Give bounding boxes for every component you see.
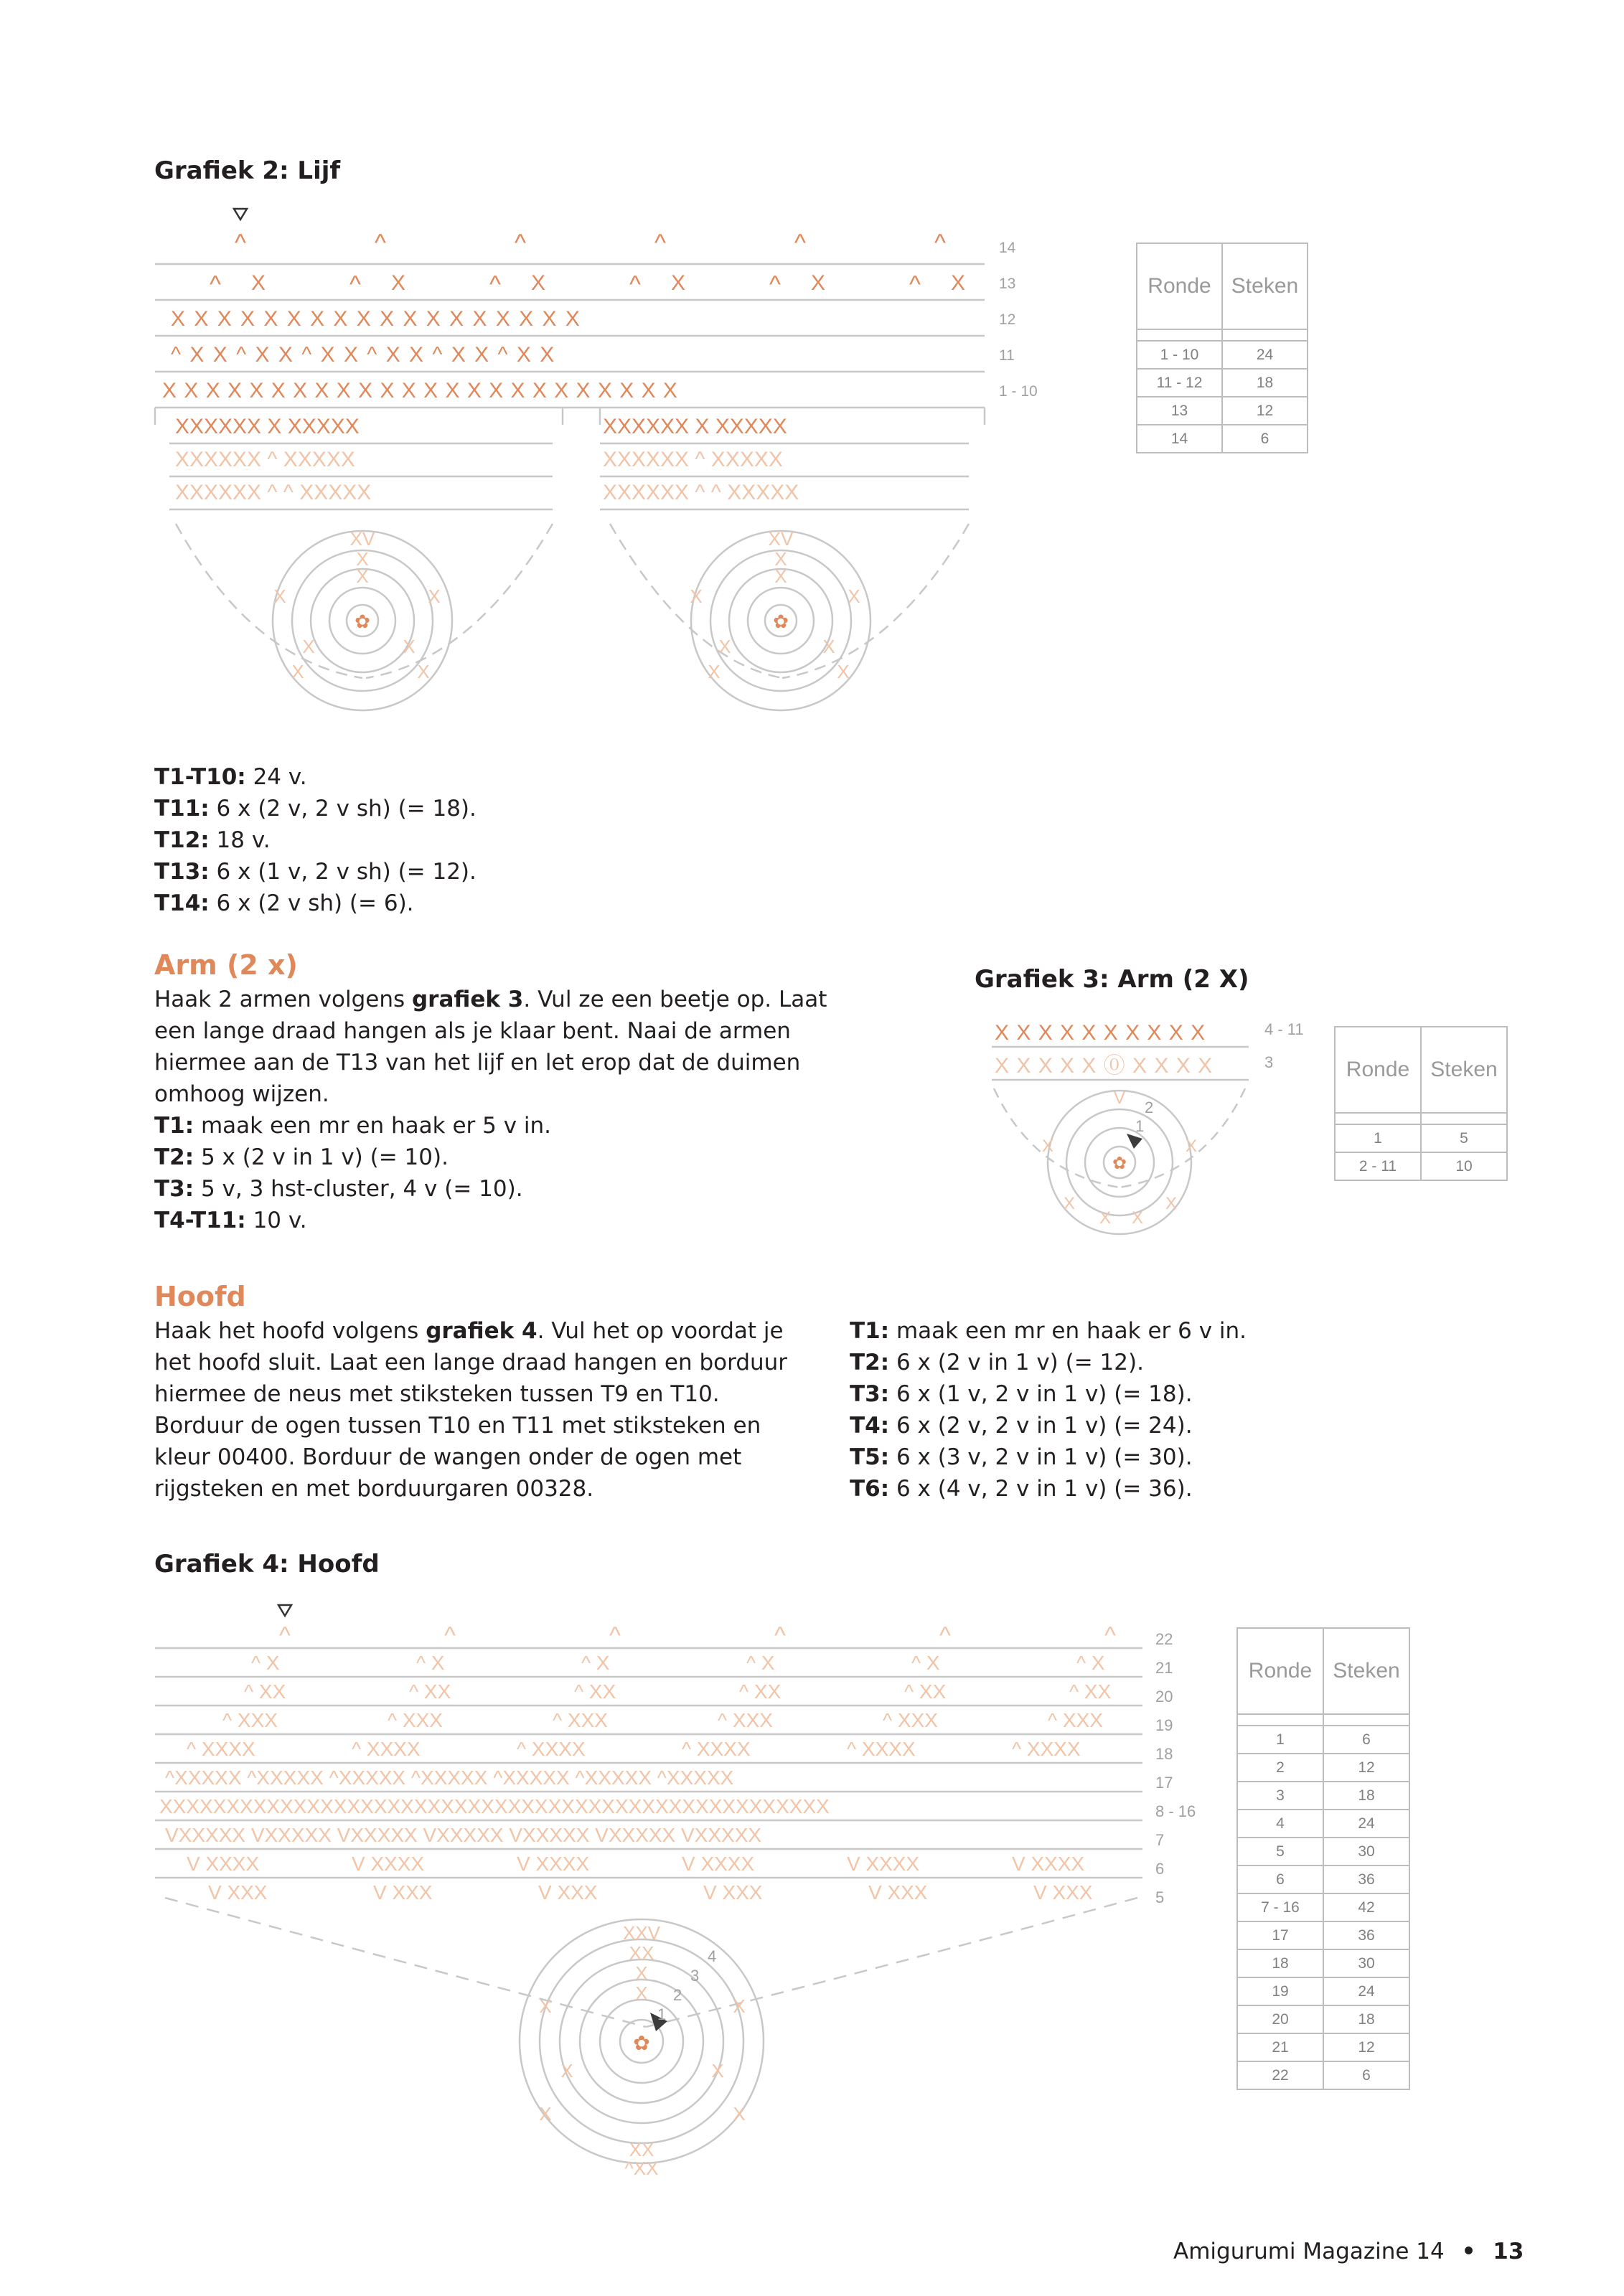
svg-text:XXXXXX ^ ^ XXXXX: XXXXXX ^ ^ XXXXX (603, 481, 799, 504)
svg-text:^: ^ (934, 230, 946, 257)
svg-text:X: X (539, 1995, 552, 2017)
head-rounds (850, 1315, 1247, 1505)
svg-text:^: ^ (1104, 1622, 1116, 1650)
svg-text:X X X X X X X X: X X X X X X X X X X X X X X X X X X (171, 307, 581, 331)
svg-text:^ XXX: ^ XXX (883, 1709, 938, 1731)
svg-text:XV: XV (768, 528, 794, 550)
svg-text:X: X (291, 661, 304, 682)
svg-text:^: ^ (774, 1622, 786, 1650)
svg-text:^ XXXX: ^ XXXX (1012, 1738, 1081, 1760)
svg-text:X: X (250, 271, 266, 295)
svg-text:X: X (708, 661, 721, 682)
svg-text:^ XX: ^ XX (904, 1680, 947, 1703)
magazine-name: Amigurumi Magazine 14 (1173, 2239, 1445, 2264)
svg-text:V XXXX: V XXXX (847, 1853, 920, 1875)
svg-text:V XXXX: V XXXX (682, 1853, 755, 1875)
svg-text:14: 14 (999, 240, 1016, 256)
page-footer (1173, 2239, 1524, 2264)
svg-text:3: 3 (690, 1967, 700, 1985)
table-row: 7 - 16 42 (1237, 1893, 1409, 1921)
arm-title: Arm (2 x) (154, 949, 298, 981)
svg-text:XXXXXXXXXXXXXXXXXXXXXXXXXXXXXX: XXXXXXXXXXXXXXXXXXXXXXXXXXXXXXXXXXXXXXXXXXXXXXXXXX (159, 1795, 830, 1817)
svg-text:XXXXXX X XXXXX: XXXXXX X XXXXX (175, 415, 360, 438)
svg-text:2: 2 (673, 1986, 682, 2004)
table-row: 20 18 (1237, 2005, 1409, 2033)
chart3-table (1334, 1026, 1508, 1181)
svg-text:^ XXXX: ^ XXXX (352, 1738, 421, 1760)
svg-text:1: 1 (657, 2005, 667, 2023)
svg-text:^ XXX: ^ XXX (553, 1709, 608, 1731)
svg-text:✿: ✿ (633, 2032, 650, 2054)
svg-text:^ X: ^ X (911, 1652, 940, 1674)
svg-text:^ XXXX: ^ XXXX (517, 1738, 586, 1760)
list-item: T5: 6 x (3 v, 2 v in 1 v) (= 30). (850, 1444, 1193, 1470)
svg-text:12: 12 (999, 311, 1016, 328)
svg-text:V: V (1113, 1088, 1126, 1108)
svg-text:^ XX: ^ XX (1069, 1680, 1112, 1703)
svg-text:13: 13 (999, 276, 1016, 292)
list-item: T13: 6 x (1 v, 2 v sh) (= 12). (154, 859, 477, 885)
table-row: 17 36 (1237, 1921, 1409, 1949)
svg-text:X: X (1063, 1194, 1076, 1213)
svg-text:^: ^ (794, 230, 806, 257)
svg-text:X: X (718, 636, 731, 657)
svg-text:X: X (635, 1962, 648, 1984)
svg-text:V XXXX: V XXXX (517, 1853, 590, 1875)
svg-text:X: X (1099, 1208, 1112, 1228)
list-item: T1: maak een mr en haak er 6 v in. (850, 1318, 1247, 1344)
chart2-table-header-steken: Steken (1222, 243, 1308, 329)
svg-text:4 - 11: 4 - 11 (1264, 1020, 1304, 1038)
svg-text:19: 19 (1155, 1716, 1173, 1734)
chart3-title: Grafiek 3: Arm (2 X) (975, 965, 1249, 994)
svg-text:XXXXXX X XXXXX: XXXXXX X XXXXX (603, 415, 787, 438)
svg-text:✿: ✿ (1112, 1154, 1127, 1173)
svg-text:V XXX: V XXX (703, 1881, 763, 1904)
table-row: 1 - 10 24 (1137, 341, 1308, 369)
svg-text:X: X (560, 2060, 573, 2081)
svg-text:^ X: ^ X (581, 1652, 610, 1674)
svg-text:V XXXX: V XXXX (187, 1853, 260, 1875)
svg-text:^: ^ (515, 230, 526, 257)
svg-text:X: X (774, 548, 787, 570)
svg-text:^ X: ^ X (1076, 1652, 1105, 1674)
chart4-diagram (144, 1596, 1234, 2185)
svg-text:^ XXXX: ^ XXXX (682, 1738, 751, 1760)
svg-text:X: X (635, 1982, 648, 2004)
svg-text:^: ^ (939, 1622, 951, 1650)
svg-text:X X X X X X X X X X: X X X X X X X X X X (995, 1021, 1206, 1045)
svg-text:^ XXX: ^ XXX (388, 1709, 443, 1731)
svg-text:^: ^ (609, 1622, 621, 1650)
svg-text:X X X X X X X X X X: X X X X X X X X X X X X X X X X X X X X X X X X (162, 379, 678, 403)
list-item: T14: 6 x (2 v sh) (= 6). (154, 890, 414, 916)
svg-text:^ XX: ^ XX (244, 1680, 286, 1703)
table-row: 22 6 (1237, 2061, 1409, 2089)
svg-text:X: X (837, 661, 850, 682)
svg-text:^: ^ (909, 271, 921, 298)
svg-text:X: X (390, 271, 406, 295)
svg-text:18: 18 (1155, 1745, 1173, 1763)
chart2-diagram (144, 201, 1076, 732)
chart4-title: Grafiek 4: Hoofd (154, 1550, 380, 1578)
list-item: T3: 6 x (1 v, 2 v in 1 v) (= 18). (850, 1381, 1193, 1407)
svg-text:XXXXXX ^ XXXXX: XXXXXX ^ XXXXX (603, 448, 783, 471)
svg-text:2: 2 (1145, 1098, 1154, 1116)
svg-text:X: X (733, 1995, 746, 2017)
svg-text:X: X (428, 585, 441, 607)
chart3-table-header-steken: Steken (1421, 1027, 1507, 1113)
svg-text:11: 11 (999, 347, 1015, 364)
svg-text:V XXX: V XXX (868, 1881, 928, 1904)
svg-text:21: 21 (1155, 1659, 1173, 1677)
svg-text:^ XXX: ^ XXX (1048, 1709, 1103, 1731)
svg-text:X: X (356, 565, 369, 587)
svg-text:^: ^ (489, 271, 501, 298)
svg-text:XXXXXX ^ ^ XXXXX: XXXXXX ^ ^ XXXXX (175, 481, 372, 504)
svg-text:20: 20 (1155, 1688, 1173, 1705)
svg-text:V XXX: V XXX (538, 1881, 598, 1904)
svg-text:5: 5 (1155, 1888, 1165, 1906)
svg-text:✿: ✿ (355, 611, 370, 632)
svg-text:^XXXXX ^XXXXX ^XXXXX ^XXXXX ^X: ^XXXXX ^XXXXX ^XXXXX ^XXXXX ^XXXXX ^XXXXX ^XXXXX (165, 1766, 734, 1789)
svg-text:^ XX: ^ XX (739, 1680, 782, 1703)
table-row: 21 12 (1237, 2033, 1409, 2061)
svg-text:X: X (273, 585, 286, 607)
svg-text:7: 7 (1155, 1831, 1165, 1849)
chart4-table-header-ronde: Ronde (1237, 1628, 1323, 1714)
table-row: 2 12 (1237, 1754, 1409, 1782)
svg-text:8 - 16: 8 - 16 (1155, 1802, 1196, 1820)
chart3-table-header-ronde: Ronde (1335, 1027, 1421, 1113)
svg-text:X: X (1165, 1194, 1178, 1213)
svg-text:XXXXXX ^ XXXXX: XXXXXX ^ XXXXX (175, 448, 355, 471)
svg-text:X: X (356, 548, 369, 570)
svg-text:^: ^ (235, 230, 246, 257)
list-item: T12: 18 v. (154, 827, 271, 853)
table-row: 19 24 (1237, 1977, 1409, 2005)
svg-text:^: ^ (210, 271, 221, 298)
svg-text:1: 1 (1135, 1117, 1145, 1135)
table-row: 5 30 (1237, 1838, 1409, 1866)
svg-text:^: ^ (769, 271, 781, 298)
svg-text:^XX: ^XX (624, 2158, 659, 2179)
svg-text:X X X X X ⓪ X X X X: X X X X X ⓪ X X X X (995, 1054, 1214, 1078)
table-row: 6 36 (1237, 1866, 1409, 1893)
svg-text:V XXX: V XXX (1033, 1881, 1093, 1904)
svg-text:XV: XV (349, 528, 375, 550)
svg-text:^: ^ (279, 1622, 291, 1650)
svg-text:X: X (822, 636, 835, 657)
svg-text:X: X (690, 585, 703, 607)
svg-text:^ X X ^ X X ^ X: ^ X X ^ X X ^ X X ^ X X ^ X X ^ X X (171, 343, 556, 367)
svg-text:V XXX: V XXX (208, 1881, 268, 1904)
list-item: T2: 6 x (2 v in 1 v) (= 12). (850, 1350, 1144, 1375)
svg-text:^ X: ^ X (251, 1652, 280, 1674)
svg-text:X: X (848, 585, 860, 607)
table-row: 13 12 (1137, 397, 1308, 425)
svg-text:✿: ✿ (773, 611, 789, 632)
svg-text:3: 3 (1264, 1053, 1274, 1071)
chart4-table-header-steken: Steken (1323, 1628, 1409, 1714)
svg-text:^: ^ (444, 1622, 456, 1650)
list-item: T4: 6 x (2 v, 2 v in 1 v) (= 24). (850, 1413, 1193, 1439)
svg-text:^ XX: ^ XX (409, 1680, 451, 1703)
page-number: 13 (1493, 2239, 1524, 2264)
list-item: T3: 5 v, 3 hst-cluster, 4 v (= 10). (154, 1176, 523, 1202)
svg-text:X: X (733, 2103, 746, 2125)
svg-text:6: 6 (1155, 1860, 1165, 1878)
svg-text:V XXXX: V XXXX (1012, 1853, 1085, 1875)
arm-text: Haak 2 armen volgens grafiek 3. Vul ze een beetje op. Laat een lange draad hangen als je klaar bent. Naai de armen hiermee aan de T13 van het lijf en let erop dat de duimen omhoog wijzen. T1: maak een mr en haak er 5 v in. T2: 5 x (2 v in 1 v) (= 10). T3: 5 v, 3 hst-cluster, 4 v (= 10). T4-T11: 10 v. (154, 984, 829, 1236)
svg-text:^ XX: ^ XX (574, 1680, 616, 1703)
svg-text:V XXXX: V XXXX (352, 1853, 425, 1875)
svg-text:^: ^ (654, 230, 666, 257)
svg-text:X: X (711, 2060, 724, 2081)
svg-text:X: X (774, 565, 787, 587)
svg-text:XXV: XXV (622, 1922, 661, 1944)
svg-text:X: X (530, 271, 546, 295)
list-item: T2: 5 x (2 v in 1 v) (= 10). (154, 1144, 449, 1170)
svg-text:X: X (950, 271, 966, 295)
list-item: T1-T10: 24 v. (154, 764, 307, 790)
table-row: 2 - 11 10 (1335, 1152, 1507, 1180)
svg-text:X: X (810, 271, 826, 295)
svg-text:V XXX: V XXX (373, 1881, 433, 1904)
table-row: 3 18 (1237, 1782, 1409, 1810)
svg-text:X: X (302, 636, 315, 657)
svg-text:X: X (1185, 1137, 1198, 1156)
chart3-diagram (983, 1008, 1313, 1238)
footer-bullet: • (1461, 2239, 1476, 2264)
table-row: 1 6 (1237, 1726, 1409, 1754)
svg-text:^ X: ^ X (416, 1652, 445, 1674)
svg-text:^ XXXX: ^ XXXX (847, 1738, 916, 1760)
svg-text:4: 4 (708, 1947, 717, 1965)
chart2-table-header-ronde: Ronde (1137, 243, 1222, 329)
list-item: T11: 6 x (2 v, 2 v sh) (= 18). (154, 796, 477, 822)
list-item: T6: 6 x (4 v, 2 v in 1 v) (= 36). (850, 1476, 1193, 1502)
svg-text:^ X: ^ X (746, 1652, 775, 1674)
table-row: 14 6 (1137, 425, 1308, 453)
svg-text:17: 17 (1155, 1774, 1173, 1792)
svg-text:^: ^ (375, 230, 386, 257)
svg-text:^ XXXX: ^ XXXX (187, 1738, 255, 1760)
chart4-table (1236, 1627, 1410, 2090)
table-row: 18 30 (1237, 1949, 1409, 1977)
body-instructions (154, 761, 477, 919)
svg-text:VXXXXX VXXXXX VXXXXX VXXXXX VX: VXXXXX VXXXXX VXXXXX VXXXXX VXXXXX VXXXXX VXXXXX (165, 1824, 762, 1846)
svg-text:^ XXX: ^ XXX (222, 1709, 278, 1731)
svg-text:X: X (1041, 1137, 1054, 1156)
svg-text:22: 22 (1155, 1630, 1173, 1648)
chart2-table (1136, 243, 1308, 453)
svg-text:X: X (417, 661, 430, 682)
chart2-title: Grafiek 2: Lijf (154, 156, 341, 185)
svg-text:^: ^ (629, 271, 641, 298)
table-row: 4 24 (1237, 1810, 1409, 1838)
svg-text:X: X (403, 636, 416, 657)
svg-text:1 - 10: 1 - 10 (999, 383, 1038, 400)
list-item: T4-T11: 10 v. (154, 1208, 307, 1233)
table-row: 1 5 (1335, 1124, 1507, 1152)
svg-text:^ XXX: ^ XXX (718, 1709, 773, 1731)
svg-text:X: X (670, 271, 686, 295)
svg-text:XX: XX (629, 1942, 654, 1964)
svg-text:^: ^ (349, 271, 361, 298)
table-row: 11 - 12 18 (1137, 369, 1308, 397)
svg-text:X: X (1131, 1208, 1144, 1228)
head-title: Hoofd (154, 1281, 246, 1312)
svg-text:X: X (539, 2103, 552, 2125)
head-text: Haak het hoofd volgens grafiek 4. Vul het op voordat je het hoofd sluit. Laat een lange draad hangen en borduur hiermee de neus met stiksteken tussen T9 en T10. Borduur de ogen tussen T10 en T11 met stiksteken en kleur 00400. Borduur de wangen onder de ogen met rijgsteken en met borduurgaren 00328. (154, 1318, 788, 1502)
svg-text:XX: XX (629, 2139, 654, 2160)
list-item: T1: maak een mr en haak er 5 v in. (154, 1113, 552, 1139)
